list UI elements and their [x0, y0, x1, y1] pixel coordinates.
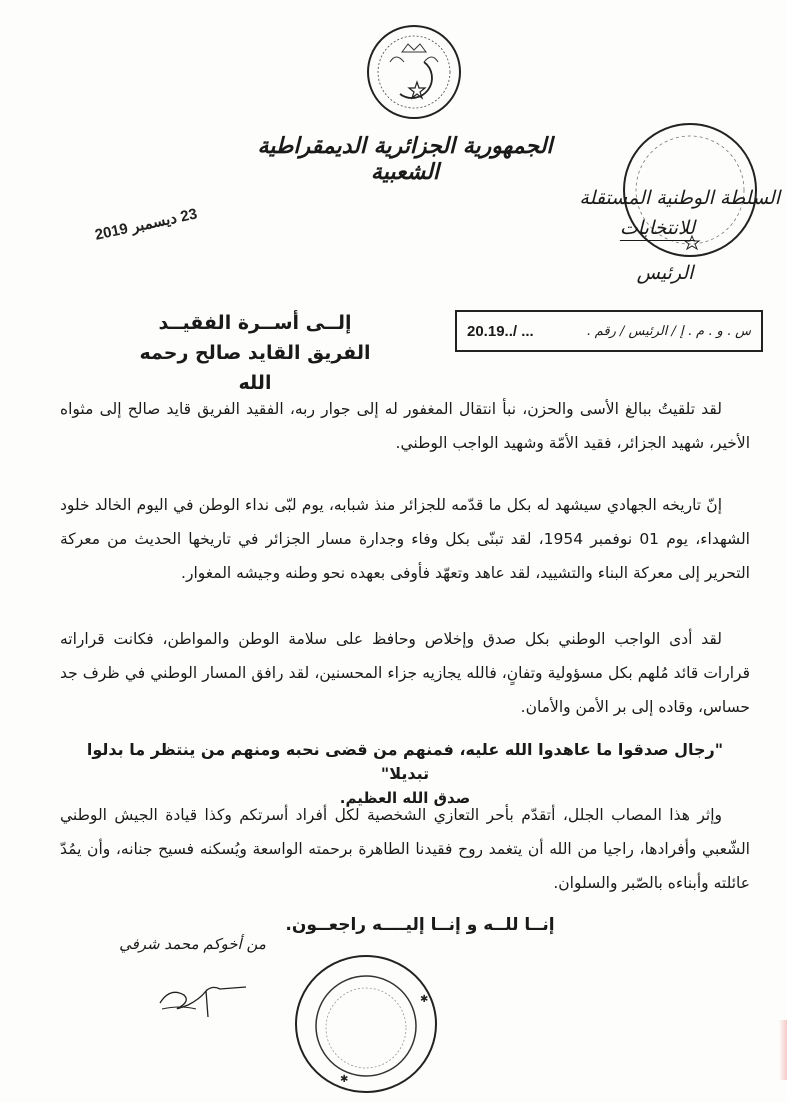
- letter-date: [90, 204, 203, 254]
- algeria-coat-of-arms-icon: [362, 22, 466, 122]
- reference-number-box: [455, 310, 763, 352]
- recipient-line-1: إلــى أســرة الفقيــد: [158, 312, 352, 334]
- reference-label: س . و . م . إ / الرئيس / رقم .: [586, 323, 751, 339]
- body-paragraph: [60, 798, 750, 900]
- republic-name-heading: الجمهورية الجزائرية الديمقراطية الشعبية: [257, 133, 553, 185]
- signoff-text: من أخوكم محمد شرفي: [119, 935, 266, 953]
- paragraph-text: لقد أدى الواجب الوطني بكل صدق وإخلاص وحافظ على سلامة الوطن والمواطن، فكانت قراراته قرارات قائد مُلهم بكل مسؤولية وتفانٍ، فالله يجازيه جزاء المحسنين، لقد رافق المسار الوطني في ظرف جد حساس، وقاده إلى بر الأمن والأمان.: [60, 630, 750, 716]
- sender-title: الرئيس: [636, 262, 694, 284]
- paper-edge-tint: [779, 1020, 787, 1080]
- date-day: 23: [178, 205, 199, 226]
- recipient-block: [120, 308, 390, 398]
- sender-authority-name: [575, 183, 780, 243]
- svg-text:✱: ✱: [420, 994, 429, 1005]
- quote-text: "رجال صدقوا ما عاهدوا الله عليه، فمنهم من قضى نحبه ومنهم من ينتظر ما بدلوا تبديلا": [86, 740, 724, 783]
- handwritten-signature-icon: [150, 965, 260, 1025]
- authority-line-1: السلطة الوطنية المستقلة: [579, 187, 780, 209]
- date-month: ديسمبر: [130, 209, 179, 236]
- reference-number: 20.19../ ...: [467, 322, 534, 340]
- paragraph-text: إنّ تاريخه الجهادي سيشهد له بكل ما قدّمه للجزائر منذ شبابه، يوم لبّى نداء الوطن في اليوم الخالد خلود الشهداء، يوم 01 نوفمبر 1954، لقد تبنّى بكل وفاء وجدارة مسار الجزائر في تاريخها الحديث من معركة التحرير إلى معركة البناء والتشييد، لقد عاهد وتعهّد فأوفى بعهده نحو وطنه وجيشه المغوار.: [60, 496, 750, 582]
- quote-reference: صدق الله العظيم.: [339, 789, 471, 807]
- body-paragraph: [60, 392, 750, 460]
- recipient-line-2: الفريق القايد صالح رحمه الله: [139, 342, 371, 394]
- closing-phrase: إنــا للــه و إنــا إليــــه راجعــون.: [285, 915, 555, 935]
- svg-text:✱: ✱: [340, 1074, 349, 1085]
- date-year: 2019: [93, 220, 130, 244]
- authority-line-2: للانتخابات: [619, 217, 696, 239]
- body-paragraph: [60, 622, 750, 724]
- paragraph-text: لقد تلقيتُ ببالغ الأسى والحزن، نبأ انتقال المغفور له إلى جوار ربه، الفقيد الفريق قايد صالح إلى مثواه الأخير، شهيد الجزائر، فقيد الأمّة وشهيد الواجب الوطني.: [60, 400, 750, 452]
- body-paragraph: [60, 488, 750, 590]
- paragraph-text: وإثر هذا المصاب الجلل، أتقدّم بأحر التعازي الشخصية لكل أفراد أسرتكم وكذا قيادة الجيش الوطني الشّعبي وأفرادها، راجيا من الله أن يتغمد روح فقيدنا الطاهرة برحمته الواسعة ويُسكنه فسيح جنانه، وأن يمُدّ عائلته وأبناءه بالصّبر والسلوان.: [60, 806, 750, 892]
